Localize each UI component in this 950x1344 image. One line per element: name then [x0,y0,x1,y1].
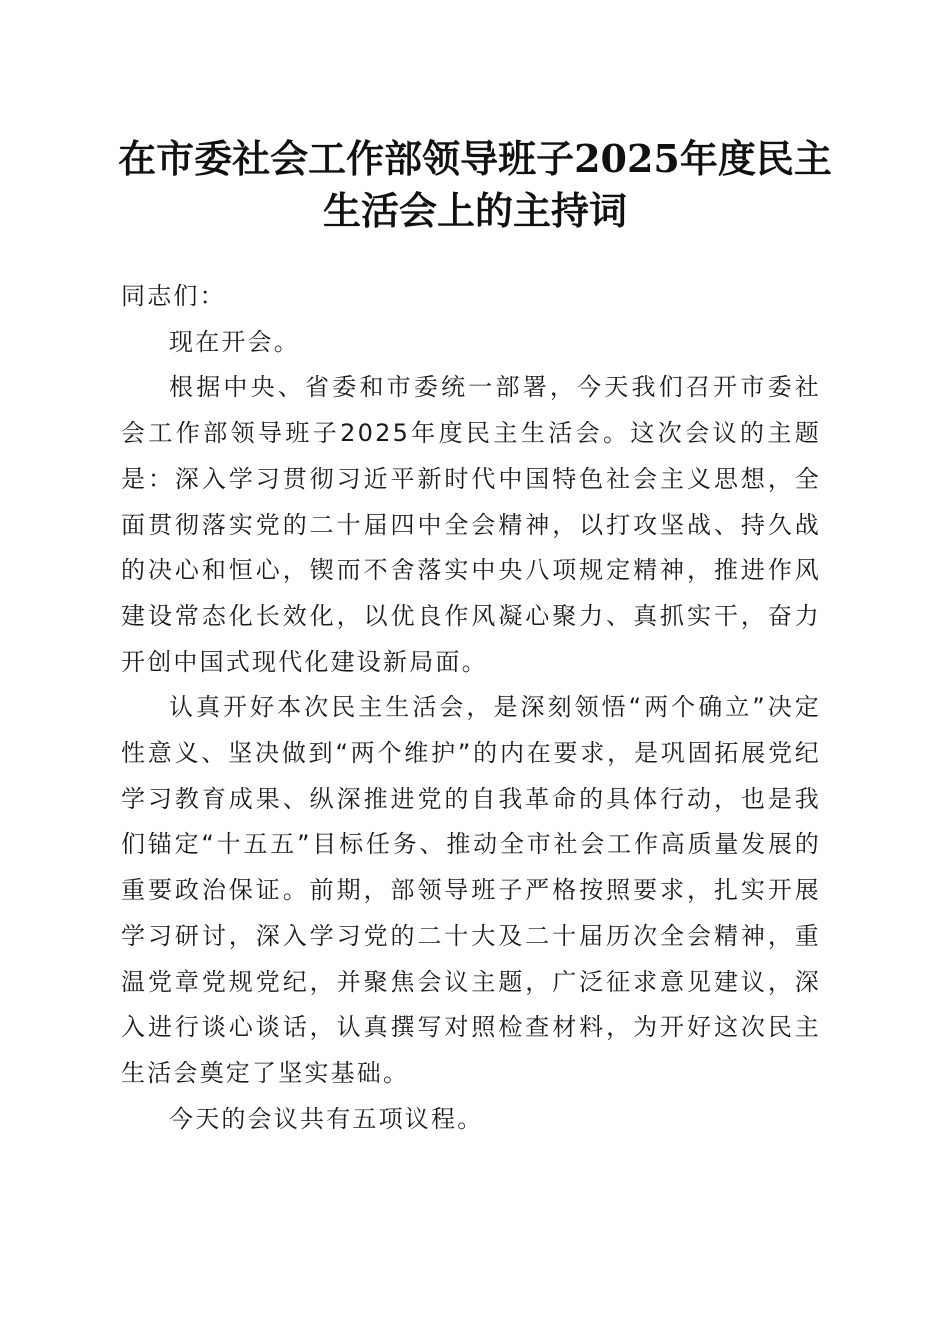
paragraph-meeting-theme: 根据中央、省委和市委统一部署，今天我们召开市委社会工作部领导班子2025年度民主生活会。这次会议的主题是：深入学习贯彻习近平新时代中国特色社会主义思想，全面贯彻落实党的二十届四中全会精神，以打攻坚战、持久战的决心和恒心，锲而不舍落实中央八项规定精神，推进作风建设常态化长效化，以优良作风凝心聚力、真抓实干，奋力开创中国式现代化建设新局面。 [121,373,821,676]
paragraph-opening: 现在开会。 [169,327,300,356]
salutation: 同志们： [121,282,226,310]
document-title: 在市委社会工作部领导班子2025年度民主生活会上的主持词 [118,136,832,233]
paragraph-significance: 认真开好本次民主生活会，是深刻领悟“两个确立”决定性意义、坚决做到“两个维护”的内在要求，是巩固拓展党纪学习教育成果、纵深推进党的自我革命的具体行动，也是我们锚定“十五五”目标任务、推动全市社会工作高质量发展的重要政治保证。前期，部领导班子严格按照要求，扎实开展学习研讨，深入学习党的二十大及二十届历次全会精神，重温党章党规党纪，并聚焦会议主题，广泛征求意见建议，深入进行谈心谈话，认真撰写对照检查材料，为开好这次民主生活会奠定了坚实基础。 [121,693,821,1087]
document-body [121,274,821,1142]
paragraph-agenda: 今天的会议共有五项议程。 [169,1104,484,1133]
